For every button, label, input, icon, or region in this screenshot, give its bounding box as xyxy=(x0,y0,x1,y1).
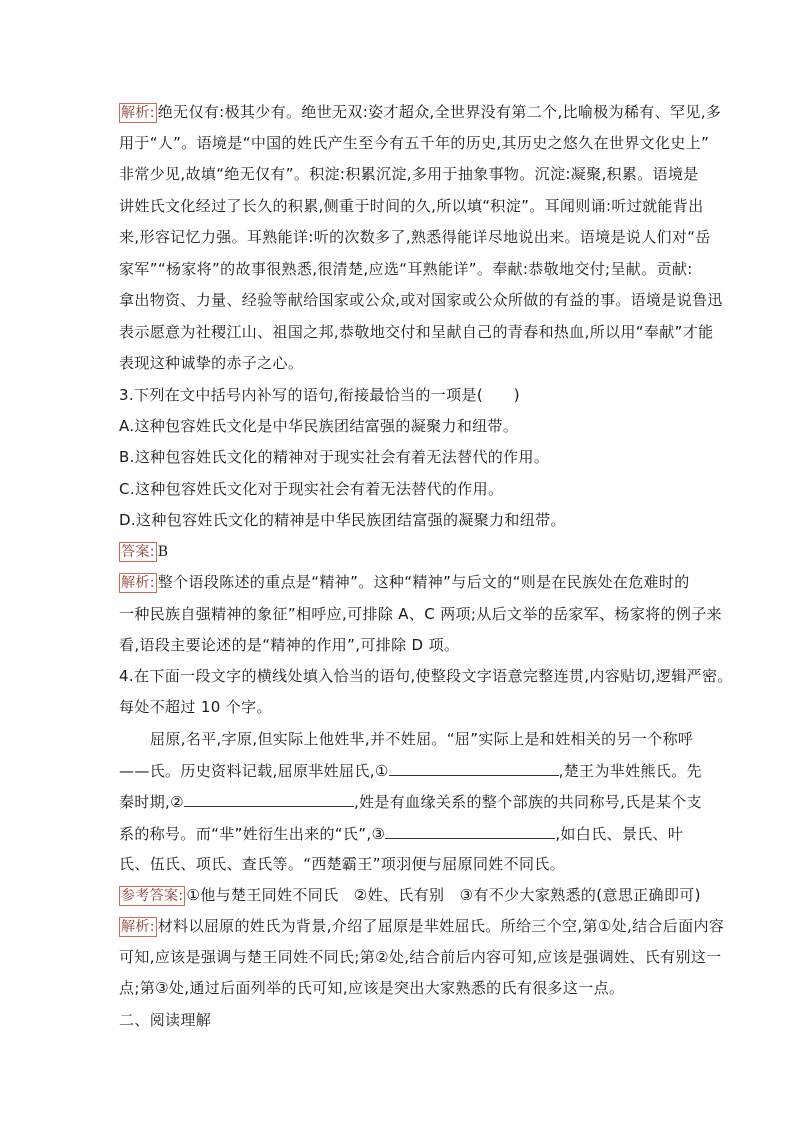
passage-line: 屈原,名平,字原,但实际上他姓芈,并不姓屈。“屈”实际上是和姓相关的另一个称呼 xyxy=(150,730,694,748)
fill-blank-2[interactable] xyxy=(184,790,354,807)
question-4-analysis: 点;第③处,通过后面列举的氏可知,应该是突出大家熟悉的氏有很多这一点。 xyxy=(119,979,625,997)
passage-line: 氏、伍氏、项氏、查氏等。“西楚霸王”项羽便与屈原同姓不同氏。 xyxy=(119,855,566,873)
fill-blank-3[interactable] xyxy=(385,822,555,839)
passage-line: ——氏。历史资料记载,屈原芈姓屈氏,① ,楚王为芈姓熊氏。先 xyxy=(119,759,702,782)
analysis-tag: 解析: xyxy=(121,575,155,591)
analysis-line: 解析: 绝无仅有:极其少有。绝世无双:姿才超众,全世界没有第二个,比喻极为稀有、罕见,多 xyxy=(121,103,722,121)
question-3-stem: 3.下列在文中括号内补写的语句,衔接最恰当的一项是( ) xyxy=(119,386,520,404)
analysis-line: 表示愿意为社稷江山、祖国之邦,恭敬地交付和呈献自己的青春和热血,所以用“奉献”才能 xyxy=(119,323,714,341)
passage-line: 系的称号。而“芈”姓衍生出来的“氏”,③ ,如白氏、景氏、叶 xyxy=(119,822,683,845)
analysis-tag: 解析: xyxy=(121,919,155,935)
analysis-line: 非常少见,故填“绝无仅有”。积淀:积累沉淀,多用于抽象事物。沉淀:凝聚,积累。语境是 xyxy=(119,165,699,183)
question-3-analysis: 解析: 整个语段陈述的重点是“精神”。这种“精神”与后文的“则是在民族处在危难时的 xyxy=(121,573,690,591)
question-4-analysis: 解析: 材料以屈原的姓氏为背景,介绍了屈原是芈姓屈氏。所给三个空,第①处,结合后面内容 xyxy=(121,917,725,935)
question-4-reference-answer: 参考答案: ①他与楚王同姓不同氏 ②姓、氏有别 ③有不少大家熟悉的(意思正确即可) xyxy=(121,886,701,904)
fill-blank-1[interactable] xyxy=(389,759,559,776)
analysis-tag: 解析: xyxy=(121,105,155,121)
question-3-answer xyxy=(119,540,168,563)
question-3-option-d: D.这种包容姓氏文化的精神是中华民族团结富强的凝聚力和纽带。 xyxy=(119,511,566,529)
question-4-stem: 4.在下面一段文字的横线处填入恰当的语句,使整段文字语意完整连贯,内容贴切,逻辑严密。 xyxy=(119,667,733,685)
question-3-option-a: A.这种包容姓氏文化是中华民族团结富强的凝聚力和纽带。 xyxy=(119,417,519,435)
section-heading: 二、阅读理解 xyxy=(119,1011,212,1029)
passage-line: 秦时期,② ,姓是有血缘关系的整个部族的共同称号,氏是某个支 xyxy=(119,790,702,813)
analysis-line: 讲姓氏文化经过了长久的积累,侧重于时间的久,所以填“积淀”。耳闻则诵:听过就能背出 xyxy=(119,197,704,215)
question-3-option-c: C.这种包容姓氏文化对于现实社会有着无法替代的作用。 xyxy=(119,480,504,498)
analysis-line: 拿出物资、力量、经验等献给国家或公众,或对国家或公众所做的有益的事。语境是说鲁迅 xyxy=(119,291,723,309)
analysis-line: 家军”“杨家将”的故事很熟悉,很清楚,应选“耳熟能详”。奉献:恭敬地交付;呈献。贡献: xyxy=(119,260,693,278)
question-4-stem: 每处不超过 10 个字。 xyxy=(119,698,272,716)
question-3-analysis: 看,语段主要论述的是“精神的作用”,可排除 D 项。 xyxy=(119,636,460,654)
question-3-analysis: 一种民族自强精神的象征”相呼应,可排除 A、C 两项;从后文举的岳家军、杨家将的例子来 xyxy=(119,605,722,623)
answer-value: B xyxy=(157,544,169,560)
question-3-option-b: B.这种包容姓氏文化的精神对于现实社会有着无法替代的作用。 xyxy=(119,448,550,466)
reference-answer-tag: 参考答案: xyxy=(121,888,184,904)
analysis-line: 用于“人”。语境是“中国的姓氏产生至今有五千年的历史,其历史之悠久在世界文化史上” xyxy=(119,134,710,152)
analysis-line: 来,形容记忆力强。耳熟能详:听的次数多了,熟悉得能详尽地说出来。语境是说人们对“岳 xyxy=(119,228,711,246)
answer-tag: 答案: xyxy=(121,544,155,560)
analysis-line: 表现这种诚挚的赤子之心。 xyxy=(119,354,304,372)
question-4-analysis: 可知,应该是强调与楚王同姓不同氏;第②处,结合前后内容可知,应该是强调姓、氏有别这一 xyxy=(119,948,722,966)
